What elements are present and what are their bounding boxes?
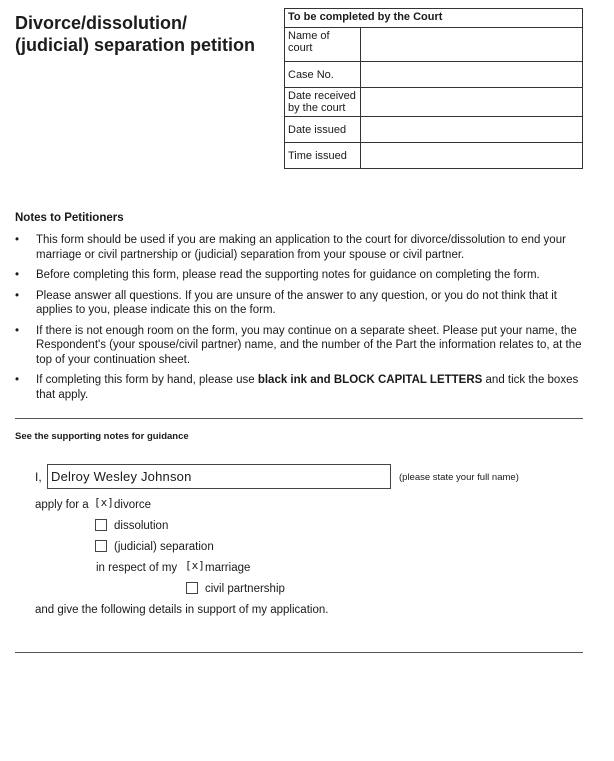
guidance-note: See the supporting notes for guidance (15, 431, 189, 442)
full-name-field[interactable]: Delroy Wesley Johnson (47, 464, 391, 489)
court-field-label: Date issued (285, 117, 361, 143)
list-item (15, 373, 595, 402)
name-of-court-field[interactable] (361, 28, 583, 62)
court-table-heading: To be completed by the Court (285, 9, 583, 28)
form-title-line1: Divorce/dissolution/ (15, 13, 188, 33)
date-issued-field[interactable] (361, 117, 583, 143)
court-field-label: Name of court (285, 28, 361, 62)
bullet-icon: • (15, 234, 20, 246)
notes-list (15, 233, 595, 408)
form-title-line2: (judicial) separation petition (15, 35, 256, 55)
notes-heading: Notes to Petitioners (15, 212, 124, 224)
bullet-icon: • (15, 374, 20, 386)
list-item (15, 268, 595, 283)
list-item (15, 324, 595, 368)
bullet-icon: • (15, 289, 20, 302)
note-text: Please answer all questions. If you are unsure of the answer to any question, or you do not think that it applies to you, please indicate this on the form. (36, 289, 558, 316)
divorce-checkbox[interactable]: [x] (94, 496, 114, 509)
note-text-emphasis: black ink and BLOCK CAPITAL LETTERS (257, 374, 483, 386)
case-number-field[interactable] (361, 62, 583, 88)
court-field-label: Time issued (285, 143, 361, 169)
civil-partnership-checkbox[interactable] (186, 582, 198, 594)
apply-for-label: apply for a (35, 499, 89, 511)
separation-checkbox[interactable] (95, 540, 107, 552)
court-field-label: Case No. (285, 62, 361, 88)
bullet-icon: • (15, 324, 20, 337)
note-text: If there is not enough room on the form, you may continue on a separate sheet. Please put your name, the Respondent's (your spouse/civil partner) name, and the number of the Part the information relates to, at the top of your continuation sheet. (36, 324, 582, 366)
note-text: This form should be used if you are making an application to the court for divorce/dissolution to end your marriage or civil partnership or (judicial) separation from your spouse or civil partner. (36, 234, 566, 261)
note-text-suffix: and tick the boxes that apply. (36, 374, 579, 401)
i-label: I, (35, 470, 42, 484)
marriage-checkbox[interactable]: [x] (185, 559, 205, 572)
separation-label: (judicial) separation (114, 541, 214, 553)
time-issued-field[interactable] (361, 143, 583, 169)
note-text-prefix: If completing this form by hand, please use (36, 374, 258, 386)
divider (15, 418, 583, 419)
in-respect-label: in respect of my (96, 562, 178, 574)
bullet-icon: • (15, 269, 20, 281)
date-received-field[interactable] (361, 88, 583, 117)
civil-partnership-label: civil partnership (205, 583, 285, 595)
full-name-hint: (please state your full name) (399, 472, 519, 483)
list-item (15, 233, 595, 262)
closing-statement: and give the following details in support of my application. (35, 604, 329, 616)
court-field-label: Date received by the court (285, 88, 361, 117)
dissolution-checkbox[interactable] (95, 519, 107, 531)
divider (15, 652, 583, 653)
list-item (15, 289, 595, 318)
form-title (15, 12, 255, 56)
dissolution-label: dissolution (114, 520, 169, 532)
marriage-label: marriage (205, 562, 251, 574)
court-use-table (284, 8, 583, 169)
note-text: Before completing this form, please read the supporting notes for guidance on completing the form. (36, 269, 540, 281)
divorce-label: divorce (114, 499, 152, 511)
